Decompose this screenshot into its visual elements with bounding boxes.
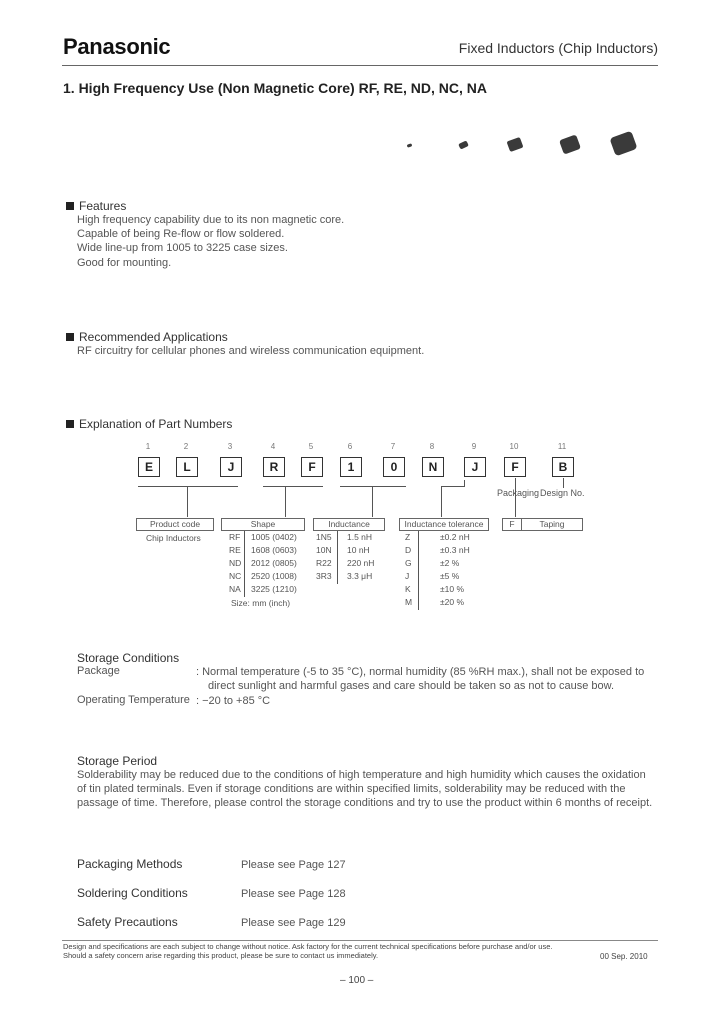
code-box: 1 xyxy=(340,457,362,477)
position-number: 5 xyxy=(308,442,314,451)
position-number: 10 xyxy=(509,442,519,451)
code-box: R xyxy=(263,457,285,477)
inductance-code: 1N5 xyxy=(316,532,332,542)
connector-line xyxy=(372,486,373,517)
tolerance-code: M xyxy=(405,597,413,607)
tolerance-value: ±10 % xyxy=(440,584,465,594)
inductance-code: 10N xyxy=(316,545,332,555)
section-title: 1. High Frequency Use (Non Magnetic Core) RF, RE, ND, NC, NA xyxy=(63,80,487,96)
product-code-value: Chip Inductors xyxy=(146,533,201,543)
storage-period-line: passage of time. Therefore, please control the storage conditions and try to use the product within 6 months of receipt. xyxy=(77,797,653,809)
shape-size: 1608 (0603) xyxy=(251,545,297,555)
code-box: B xyxy=(552,457,574,477)
code-box: E xyxy=(138,457,160,477)
applications-heading: Recommended Applications xyxy=(66,330,228,344)
position-number: 6 xyxy=(347,442,353,451)
tolerance-header: Inductance tolerance xyxy=(399,518,489,531)
chip-nc-image xyxy=(559,134,581,154)
footer-note: Should a safety concern arise regarding this product, please be sure to contact us immediately. xyxy=(63,951,379,960)
chip-na-image xyxy=(609,131,637,157)
footer-date: 00 Sep. 2010 xyxy=(600,952,648,961)
bracket-line xyxy=(263,486,323,487)
inductance-value: 3.3 μH xyxy=(347,571,373,581)
soldering-conditions-ref[interactable]: Please see Page 128 xyxy=(241,888,346,900)
tolerance-code: Z xyxy=(405,532,411,542)
code-box: N xyxy=(422,457,444,477)
bullet-square-icon xyxy=(66,420,74,428)
bracket-line xyxy=(138,486,238,487)
code-box: J xyxy=(464,457,486,477)
shape-size: 3225 (1210) xyxy=(251,584,297,594)
connector-line xyxy=(441,486,442,517)
safety-precautions-ref[interactable]: Please see Page 129 xyxy=(241,917,346,929)
bracket-line xyxy=(340,486,406,487)
features-heading: Features xyxy=(66,199,126,213)
inductance-value: 1.5 nH xyxy=(347,532,373,542)
feature-line: Good for mounting. xyxy=(77,257,172,269)
inductance-header: Inductance xyxy=(313,518,385,531)
connector-line xyxy=(563,478,564,488)
tolerance-code: J xyxy=(405,571,410,581)
code-box: J xyxy=(220,457,242,477)
shape-size: 2520 (1008) xyxy=(251,571,297,581)
chip-re-image xyxy=(458,140,469,149)
tolerance-code: G xyxy=(405,558,412,568)
shape-code: NA xyxy=(229,584,241,594)
operating-temp-label: Operating Temperature xyxy=(77,694,190,706)
bullet-square-icon xyxy=(66,333,74,341)
storage-period-line: Solderability may be reduced due to the conditions of high temperature and high humidity which causes the oxidation xyxy=(77,769,646,781)
shape-code: RE xyxy=(229,545,241,555)
position-number: 7 xyxy=(390,442,396,451)
taping-code: F xyxy=(502,518,522,531)
operating-temp-value: : −20 to +85 °C xyxy=(196,695,271,707)
page-number: – 100 – xyxy=(340,975,374,986)
position-number: 9 xyxy=(471,442,477,451)
code-box: L xyxy=(176,457,198,477)
code-box: F xyxy=(301,457,323,477)
product-code-header: Product code xyxy=(136,518,214,531)
header-divider xyxy=(62,65,658,66)
shape-code: NC xyxy=(229,571,242,581)
footer-note: Design and specifications are each subject to change without notice. Ask factory for the current technical specifications before purchase and/or use. xyxy=(63,942,553,951)
shape-size: 2012 (0805) xyxy=(251,558,297,568)
tolerance-value: ±2 % xyxy=(440,558,460,568)
shape-code: ND xyxy=(229,558,242,568)
connector-line xyxy=(187,486,188,517)
position-number: 4 xyxy=(270,442,276,451)
application-line: RF circuitry for cellular phones and wireless communication equipment. xyxy=(77,345,425,357)
safety-precautions-label: Safety Precautions xyxy=(77,915,178,929)
tolerance-code: K xyxy=(405,584,411,594)
storage-period-heading: Storage Period xyxy=(77,754,158,768)
shape-size-note: Size: mm (inch) xyxy=(231,598,291,608)
position-number: 11 xyxy=(557,442,567,451)
packaging-label: Packaging xyxy=(497,488,540,498)
tolerance-value: ±20 % xyxy=(440,597,465,607)
storage-period-line: of tin plated terminals. Even if storage conditions are within specified limits, solderability may be reduced with the xyxy=(77,783,626,795)
taping-label: Taping xyxy=(521,518,583,531)
tolerance-value: ±0.2 nH xyxy=(440,532,470,542)
tolerance-code: D xyxy=(405,545,412,555)
brand-logo: Panasonic xyxy=(63,34,171,59)
packaging-methods-ref[interactable]: Please see Page 127 xyxy=(241,859,346,871)
packaging-methods-label: Packaging Methods xyxy=(77,857,183,871)
bullet-square-icon xyxy=(66,202,74,210)
inductance-value: 220 nH xyxy=(347,558,375,568)
feature-line: Capable of being Re-flow or flow soldered. xyxy=(77,228,285,240)
feature-line: Wide line-up from 1005 to 3225 case sizes. xyxy=(77,242,288,254)
inductance-value: 10 nH xyxy=(347,545,370,555)
chip-nd-image xyxy=(507,137,524,152)
inductance-code: 3R3 xyxy=(316,571,332,581)
package-text: direct sunlight and harmful gases and care should be taken so as not to cause bow. xyxy=(208,680,615,692)
part-numbers-heading: Explanation of Part Numbers xyxy=(66,417,232,431)
shape-header: Shape xyxy=(221,518,305,531)
code-box: F xyxy=(504,457,526,477)
chip-rf-image xyxy=(407,143,413,148)
feature-line: High frequency capability due to its non magnetic core. xyxy=(77,214,345,226)
connector-line xyxy=(441,486,465,487)
position-number: 2 xyxy=(183,442,189,451)
connector-line xyxy=(285,486,286,517)
code-box: 0 xyxy=(383,457,405,477)
shape-code: RF xyxy=(229,532,241,542)
table-divider xyxy=(337,531,338,584)
table-divider xyxy=(418,531,419,610)
design-no-label: Design No. xyxy=(540,488,585,498)
package-label: Package xyxy=(77,665,120,677)
table-divider xyxy=(244,531,245,597)
position-number: 1 xyxy=(145,442,151,451)
storage-conditions-heading: Storage Conditions xyxy=(77,651,180,665)
document-category: Fixed Inductors (Chip Inductors) xyxy=(458,40,658,56)
soldering-conditions-label: Soldering Conditions xyxy=(77,886,188,900)
position-number: 8 xyxy=(429,442,435,451)
position-number: 3 xyxy=(227,442,233,451)
inductance-code: R22 xyxy=(316,558,332,568)
footer-divider xyxy=(62,940,658,941)
shape-size: 1005 (0402) xyxy=(251,532,297,542)
tolerance-value: ±0.3 nH xyxy=(440,545,470,555)
package-text: : Normal temperature (-5 to 35 °C), normal humidity (85 %RH max.), shall not be exposed to xyxy=(196,666,645,678)
tolerance-value: ±5 % xyxy=(440,571,460,581)
